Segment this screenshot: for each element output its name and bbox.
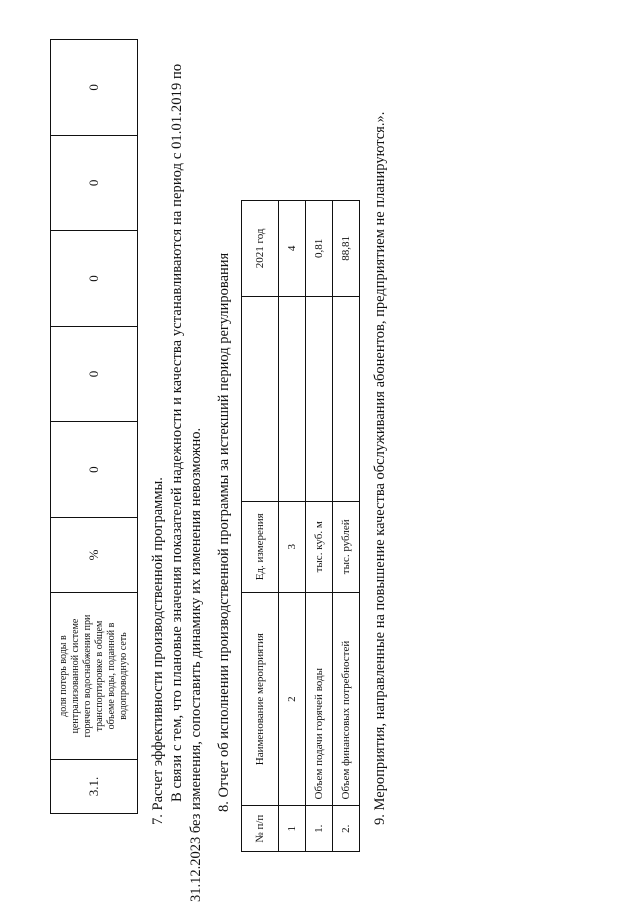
row-name: Объем финансовых потребностей: [333, 592, 360, 806]
row-number: 3.1.: [51, 759, 138, 813]
description-line: объеме воды, поданной в: [106, 622, 117, 730]
row-unit: тыс. рублей: [333, 501, 360, 592]
section-7-text-line-1: В связи с тем, что плановые значения показателей надежности и качества устанавливаются на период с 01.01.2019 по: [169, 63, 185, 802]
row-empty: [333, 296, 360, 501]
report-table: [241, 200, 360, 852]
value-cell: 0: [51, 326, 138, 422]
row-number: 1.: [306, 806, 333, 852]
value-cell: 0: [51, 40, 138, 136]
section-8-heading: 8. Отчет об исполнении производственной программы за истекший период регулирования: [216, 252, 232, 812]
section-7-text-line-2: 31.12.2023 без изменения, сопоставить динамику их изменения невозможно.: [188, 427, 204, 902]
description-line: водопроводную сеть: [118, 632, 129, 720]
indicator-description: [51, 593, 138, 760]
numbering-cell: [279, 296, 306, 501]
numbering-cell: 3: [279, 501, 306, 592]
description-line: доля потерь воды в: [58, 635, 69, 717]
row-value: 88,81: [333, 201, 360, 297]
value-cell: 0: [51, 135, 138, 231]
section-9-text: 9. Мероприятия, направленные на повышение качества обслуживания абонентов, предприятием не планируются.».: [372, 111, 388, 825]
header-empty: [242, 296, 279, 501]
numbering-cell: 4: [279, 201, 306, 297]
indicator-table: [50, 39, 138, 814]
row-name: Объем подачи горячей воды: [306, 592, 333, 806]
description-line: транспортировке в общем: [94, 620, 105, 732]
numbering-cell: 2: [279, 592, 306, 806]
row-value: 0,81: [306, 201, 333, 297]
value-cell: 0: [51, 231, 138, 327]
table-row: [306, 201, 333, 852]
section-7-heading: 7. Расчет эффективности производственной программы.: [150, 477, 166, 825]
header-name: Наименование мероприятия: [242, 592, 279, 806]
table-row: [51, 40, 138, 814]
header-number: № п/п: [242, 806, 279, 852]
unit-cell: %: [51, 517, 138, 592]
row-empty: [306, 296, 333, 501]
value-cell: 0: [51, 422, 138, 518]
table-header-row: [242, 201, 279, 852]
description-line: централизованной системе: [70, 618, 81, 734]
rotated-page: [0, 2, 640, 902]
header-year: 2021 год: [242, 201, 279, 297]
numbering-cell: 1: [279, 806, 306, 852]
row-number: 2.: [333, 806, 360, 852]
header-unit: Ед. измерения: [242, 501, 279, 592]
description-line: горячего водоснабжения при: [82, 614, 93, 738]
row-unit: тыс. куб. м: [306, 501, 333, 592]
table-numbering-row: [279, 201, 306, 852]
table-row: [333, 201, 360, 852]
